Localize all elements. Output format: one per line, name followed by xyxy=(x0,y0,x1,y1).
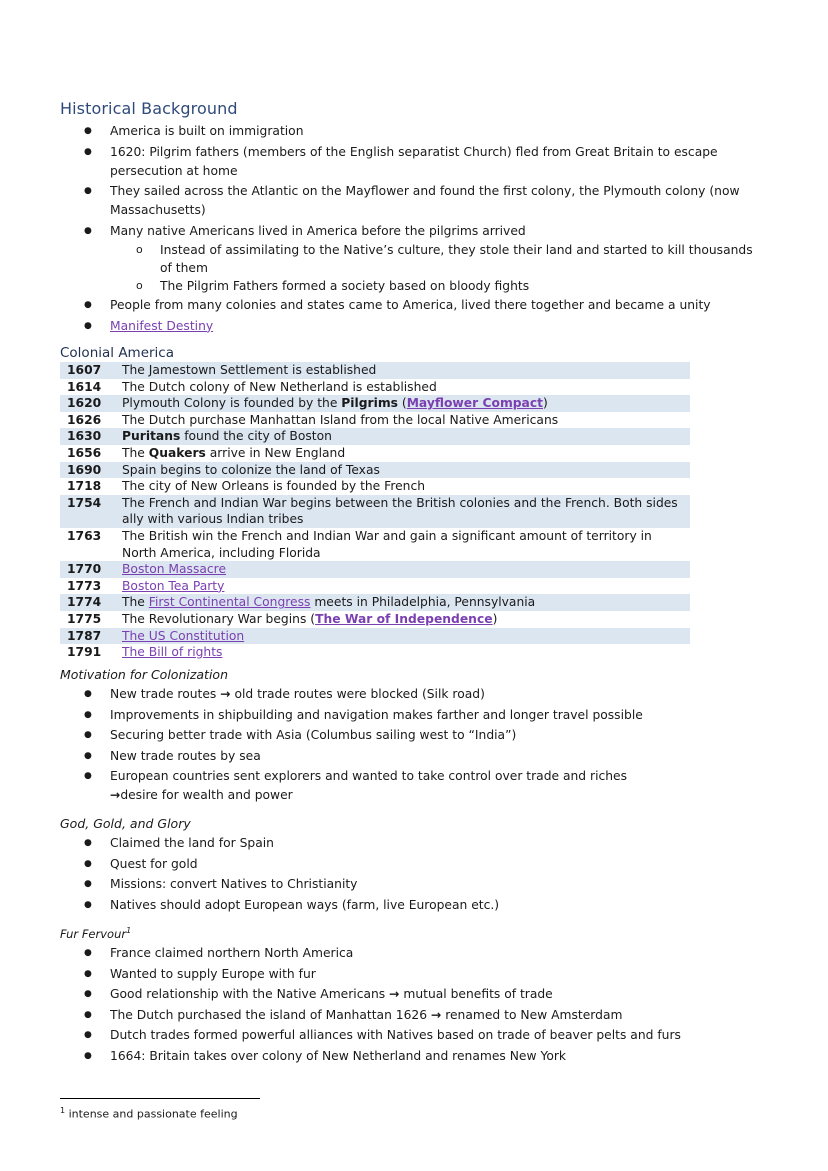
table-row: 1626 The Dutch purchase Manhattan Island from the local Native Americans xyxy=(67,412,559,427)
footnote-number: 1 xyxy=(60,1106,66,1115)
footnote: $^1$ intense and passionate feeling xyxy=(60,1106,238,1121)
manifest-destiny-link[interactable]: Manifest Destiny xyxy=(110,318,214,333)
list-item: ● European countries sent explorers and wanted to take control over trade and riches →desire for wealth and power xyxy=(60,767,760,805)
table-row: 1770 Boston Massacre xyxy=(60,561,690,578)
table-row: 1614 The Dutch colony of New Netherland is established xyxy=(67,379,437,394)
table-row: 1773 Boston Tea Party xyxy=(67,578,225,593)
us-constitution-link[interactable]: The US Constitution xyxy=(122,628,245,643)
footnote-divider xyxy=(60,1098,260,1099)
boston-massacre-link[interactable]: Boston Massacre xyxy=(122,562,227,577)
table-row: 1774 The First Continental Congress meets in Philadelphia, Pennsylvania xyxy=(60,594,690,611)
list-item: ● 1664: Britain takes over colony of New Netherland and renames New York xyxy=(60,1047,760,1066)
god-gold-glory-list xyxy=(60,834,760,916)
list-item: ● Quest for gold xyxy=(60,855,760,874)
list-item: ● They sailed across the Atlantic on the Mayflower and found the first colony, the Plymouth colony (now Massachusetts) xyxy=(60,182,760,220)
table-row: 1607 The Jamestown Settlement is established xyxy=(60,362,690,379)
table-row: 1787 The US Constitution xyxy=(60,628,690,645)
motivation-heading: Motivation for Colonization xyxy=(60,667,228,682)
list-item: ● Securing better trade with Asia (Columbus sailing west to “India”) xyxy=(60,726,760,745)
table-row: 1754 The French and Indian War begins between the British colonies and the French. Both sides ally with various Indian tribes xyxy=(60,495,690,528)
footnote-marker: 1 xyxy=(126,926,132,935)
list-item: ● France claimed northern North America xyxy=(60,944,760,963)
list-item: ● New trade routes by sea xyxy=(60,747,760,766)
war-of-independence-link[interactable]: The War of Independence xyxy=(315,611,493,626)
list-item: ● Many native Americans lived in America before the pilgrims arrived o Instead of assimilating to the Native’s culture, they stole their land and started to kill thousands of them o The Pilgrim Fathers formed a society based on bloody fights xyxy=(60,222,760,295)
bill-of-rights-link[interactable]: The Bill of rights xyxy=(122,645,223,660)
first-continental-congress-link[interactable]: First Continental Congress xyxy=(148,595,311,610)
mayflower-compact-link[interactable]: Mayflower Compact xyxy=(406,396,544,411)
list-item: ● Wanted to supply Europe with fur xyxy=(60,965,760,984)
sub-list xyxy=(110,241,760,295)
list-item: ● The Dutch purchased the island of Manhattan 1626 → renamed to New Amsterdam xyxy=(60,1006,760,1025)
list-item: ● Natives should adopt European ways (farm, live European etc.) xyxy=(60,896,760,915)
table-row: 1630 Puritans found the city of Boston xyxy=(60,428,690,445)
list-item: ● Good relationship with the Native Americans → mutual benefits of trade xyxy=(60,985,760,1004)
arrow-right-icon: → xyxy=(110,788,121,802)
arrow-right-icon: → xyxy=(389,987,400,1001)
table-row: 1656 The Quakers arrive in New England xyxy=(67,445,346,460)
colonial-timeline-table xyxy=(60,362,690,661)
table-row: 1763 The British win the French and Indian War and gain a significant amount of territory in North America, including Florida xyxy=(67,528,652,560)
list-item: ● Dutch trades formed powerful alliances with Natives based on trade of beaver pelts and furs xyxy=(60,1026,760,1045)
table-row: 1775 The Revolutionary War begins (The War of Independence) xyxy=(67,611,498,626)
list-item: ● America is built on immigration xyxy=(60,122,760,141)
historical-background-heading: Historical Background xyxy=(60,99,238,118)
list-item: ● People from many colonies and states came to America, lived there together and became a unity xyxy=(60,296,760,315)
table-row: 1620 Plymouth Colony is founded by the Pilgrims (Mayflower Compact) xyxy=(60,395,690,412)
list-item: ● Improvements in shipbuilding and navigation makes farther and longer travel possible xyxy=(60,706,760,725)
list-item: ● Claimed the land for Spain xyxy=(60,834,760,853)
table-row: 1791 The Bill of rights xyxy=(67,645,223,660)
sub-list-item: o Instead of assimilating to the Native’s culture, they stole their land and started to kill thousands of them xyxy=(110,241,760,277)
table-row: 1718 The city of New Orleans is founded by the French xyxy=(67,479,426,494)
list-item xyxy=(60,317,760,336)
arrow-right-icon: → xyxy=(220,687,231,701)
sub-list-item: o The Pilgrim Fathers formed a society based on bloody fights xyxy=(110,277,760,295)
fur-fervour-list xyxy=(60,944,760,1067)
arrow-right-icon: → xyxy=(430,1007,442,1022)
list-item: ● Missions: convert Natives to Christianity xyxy=(60,875,760,894)
fur-fervour-heading: Fur Fervour$^1$ xyxy=(60,926,132,941)
table-row: 1690 Spain begins to colonize the land of Texas xyxy=(60,462,690,479)
colonial-america-heading: Colonial America xyxy=(60,345,175,361)
god-gold-glory-heading: God, Gold, and Glory xyxy=(60,816,191,831)
list-item: ● New trade routes → old trade routes were blocked (Silk road) xyxy=(60,685,760,704)
historical-list xyxy=(60,122,760,337)
list-item: ● 1620: Pilgrim fathers (members of the English separatist Church) fled from Great Britain to escape persecution at home xyxy=(60,143,760,181)
motivation-list xyxy=(60,685,760,807)
boston-tea-party-link[interactable]: Boston Tea Party xyxy=(122,578,225,593)
